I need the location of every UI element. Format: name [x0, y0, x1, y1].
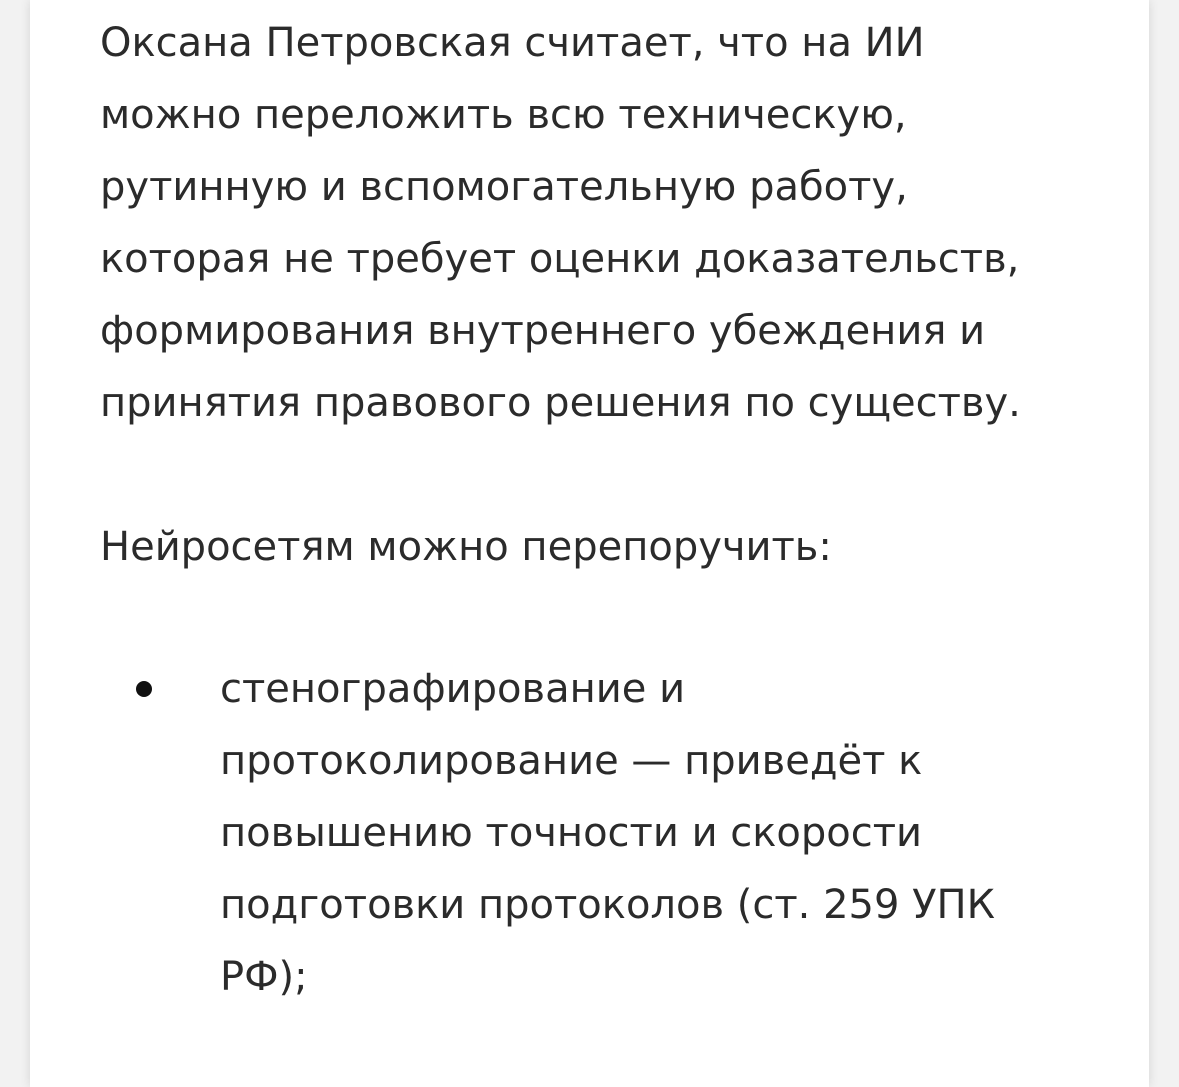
- article-page: [30, 0, 1149, 1087]
- paragraph-intro: [100, 7, 1100, 439]
- list-item: [100, 653, 995, 1013]
- list-item-line: повышению точности и скорости: [220, 810, 923, 856]
- paragraph-intro-line: принятия правового решения по существу.: [100, 380, 1021, 426]
- paragraph-intro-line: которая не требует оценки доказательств,: [100, 236, 1020, 282]
- list-item-line: РФ);: [220, 954, 308, 1000]
- paragraph-intro-line: можно переложить всю техническую,: [100, 92, 907, 138]
- bullet-icon: [136, 681, 152, 697]
- paragraph-intro-line: рутинную и вспомогательную работу,: [100, 164, 908, 210]
- task-list: [100, 653, 1100, 1013]
- paragraph-list-intro: Нейросетям можно перепоручить:: [100, 524, 832, 570]
- list-item-line: подготовки протоколов (ст. 259 УПК: [220, 882, 995, 928]
- list-item-line: протоколирование — приведёт к: [220, 738, 923, 784]
- paragraph-intro-line: формирования внутреннего убеждения и: [100, 308, 986, 354]
- list-item-line: стенографирование и: [220, 666, 686, 712]
- article-content: [100, 7, 1100, 1013]
- paragraph-intro-line: Оксана Петровская считает, что на ИИ: [100, 20, 925, 66]
